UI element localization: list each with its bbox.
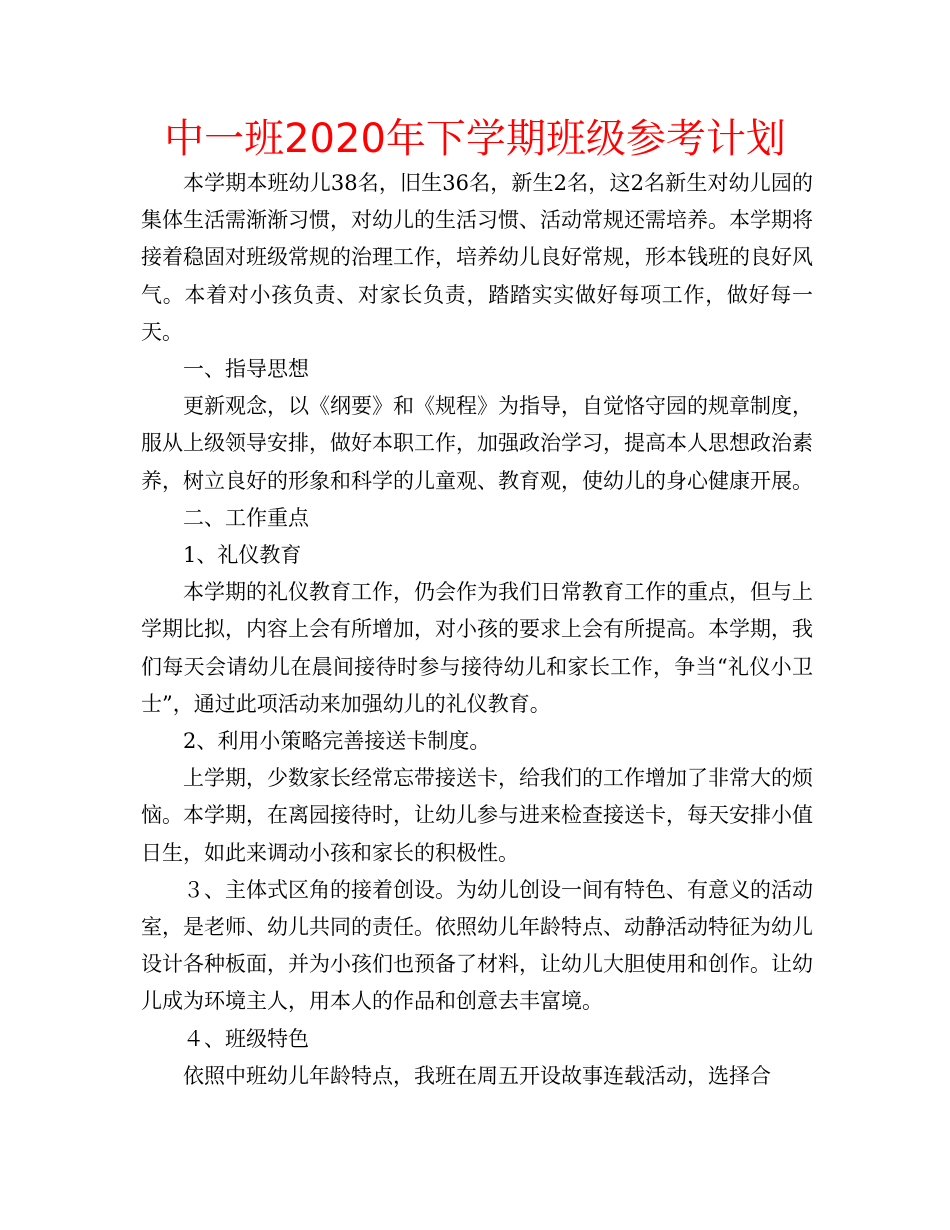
document-title: 中一班2020年下学期班级参考计划 [164, 116, 786, 162]
heading-etiquette-education: 1、礼仪教育 [183, 543, 302, 568]
paragraph-pickup-card: 上学期，少数家长经常忘带接送卡，给我们的工作增加了非常大的烦恼。本学期，在离园接待时，让幼儿参与进来检查接送卡，每天安排小值日生，如此来调动小孩和家长的积极性。 [141, 766, 813, 865]
heading-class-feature: ４、班级特色 [183, 1026, 309, 1051]
paragraph-intro: 本学期本班幼儿38名，旧生36名，新生2名，这2名新生对幼儿园的集体生活需渐渐习惯，对幼儿的生活习惯、活动常规还需培养。本学期将接着稳固对班级常规的治理工作，培养幼儿良好常规，形本钱班的良好风气。本着对小孩负责、对家长负责，踏踏实实做好每项工作，做好每一天。 [141, 171, 813, 344]
paragraph-class-feature: 依照中班幼儿年龄特点，我班在周五开设故事连载活动，选择合 [183, 1063, 771, 1088]
paragraph-etiquette-education: 本学期的礼仪教育工作，仍会作为我们日常教育工作的重点，但与上学期比拟，内容上会有所增加，对小孩的要求上会有所提高。本学期，我们每天会请幼儿在晨间接待时参与接待幼儿和家长工作，争当“礼仪小卫士”，通过此项活动来加强幼儿的礼仪教育。 [141, 580, 813, 716]
paragraph-guiding-thought: 更新观念，以《纲要》和《规程》为指导，自觉恪守园的规章制度，服从上级领导安排，做好本职工作，加强政治学习，提高本人思想政治素养，树立良好的形象和科学的儿童观、教育观，使幼儿的身心健康开展。 [141, 394, 813, 493]
document-body [141, 165, 813, 1095]
heading-guiding-thought: 一、指导思想 [183, 357, 309, 382]
heading-pickup-card: 2、利用小策略完善接送卡制度。 [183, 729, 491, 754]
heading-work-focus: 二、工作重点 [183, 505, 309, 530]
paragraph-activity-corner: ３、主体式区角的接着创设。为幼儿创设一间有特色、有意义的活动室，是老师、幼儿共同的责任。依照幼儿年龄特点、动静活动特征为幼儿设计各种板面，并为小孩们也预备了材料，让幼儿大胆使用和创作。让幼儿成为环境主人，用本人的作品和创意去丰富境。 [141, 877, 813, 1014]
